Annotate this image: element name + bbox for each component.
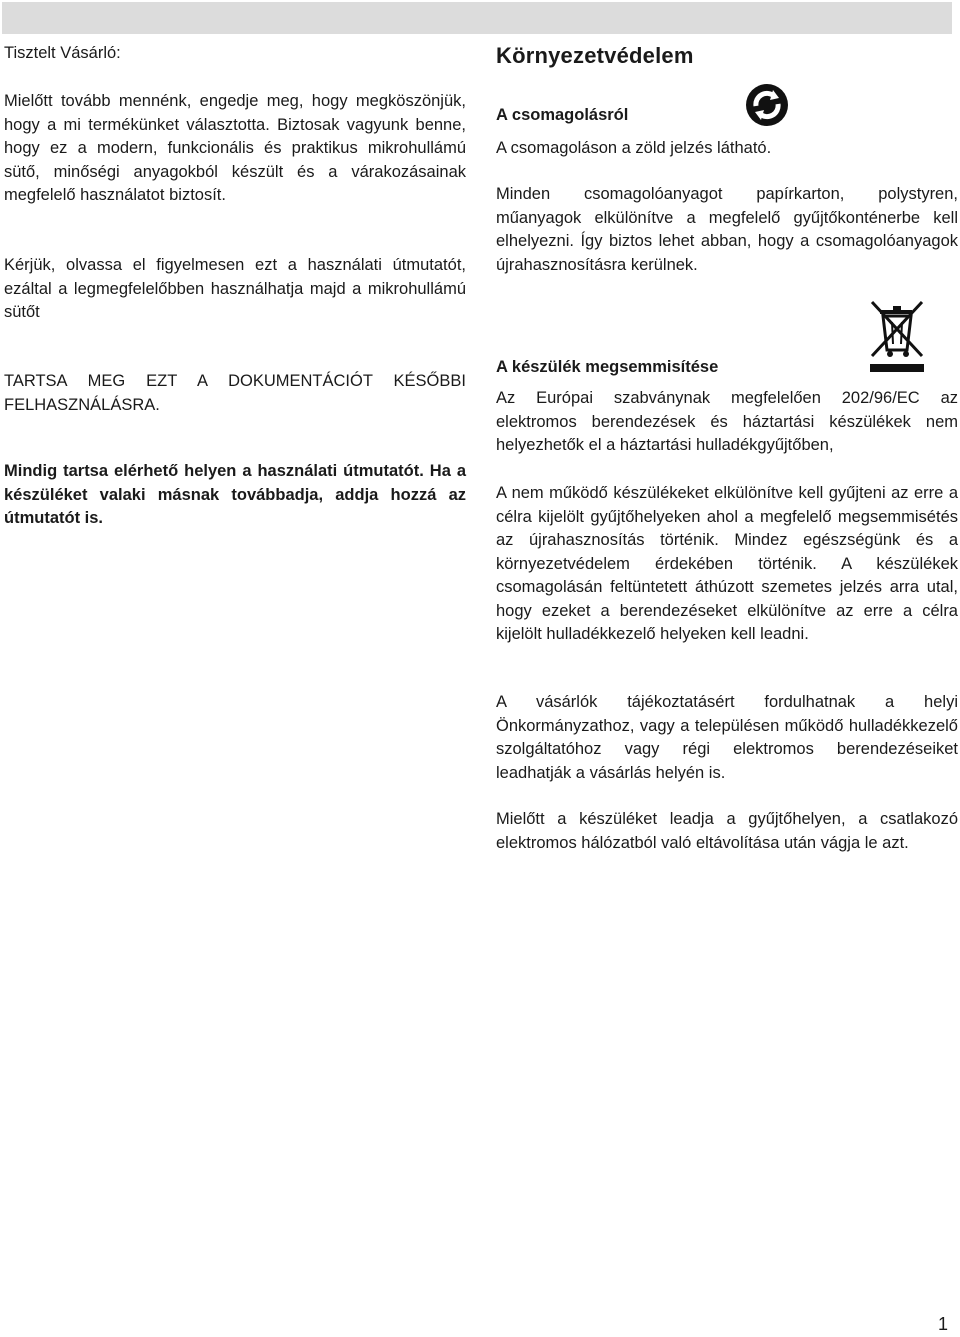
packaging-text-2: Minden csomagolóanyagot papírkarton, polystyren, műanyagok elkülönítve a megfelelő gyűjtőkonténerbe kell elhelyezni. Így biztos lehet abban, hogy a csomagolóanyagok újrahasznosításra kerülnek. bbox=[496, 185, 958, 274]
always-notice: Mindig tartsa elérhető helyen a használati útmutatót. Ha a készüléket valaki másnak továbbadja, addja hozzá az útmutatót is. bbox=[4, 462, 466, 527]
disposal-text-3: A vásárlók tájékoztatásért fordulhatnak a helyi Önkormányzathoz, vagy a településen működő hulladékkezelő szolgáltatóhoz vagy régi elektromos berendezéseiket leadhatják a vásárlás helyén is. bbox=[496, 693, 958, 782]
packaging-text-1: A csomagoláson a zöld jelzés látható. bbox=[496, 139, 772, 157]
green-dot-recycling-icon bbox=[744, 82, 790, 128]
disposal-text-4: Mielőtt a készüléket leadja a gyűjtőhelyen, a csatlakozó elektromos hálózatból való eltávolítása után vágja le azt. bbox=[496, 810, 958, 852]
header-bar bbox=[2, 2, 952, 34]
disposal-text-2: A nem működő készülékeket elkülönítve kell gyűjteni az erre a célra kijelölt gyűjtőhelyeken ahol a megfelelő megsemmisétés az újrahasznosítás történik. Mindez egészségünk és a környezetvédelem érdekében történik. A készülékek csomagolásán feltüntetett áthúzott szemetes jelzés arra utal, hogy ezeket a berendezéseket elkülönítve az erre a célra kijelölt hulladékkezelő helyeken kell leadni. bbox=[496, 484, 958, 643]
packaging-heading: A csomagolásról bbox=[496, 106, 629, 124]
intro-paragraph: Mielőtt tovább mennénk, engedje meg, hogy megköszönjük, hogy a mi termékünket választotta. Biztosak vagyunk benne, hogy ez a modern, funkcionális és praktikus mikrohullámú sütő, minőségi anyagokból készült és a várakozásainak megfelelő használatot biztosít. bbox=[4, 92, 466, 204]
request-paragraph: Kérjük, olvassa el figyelmesen ezt a használati útmutatót, ezáltal a legmegfelelőbben használhatja majd a mikrohullámú sütőt bbox=[4, 256, 466, 321]
page-number: 1 bbox=[937, 1314, 948, 1334]
salutation: Tisztelt Vásárló: bbox=[4, 44, 121, 62]
keep-notice: TARTSA MEG EZT A DOKUMENTÁCIÓT KÉSŐBBI FELHASZNÁLÁSRA. bbox=[4, 372, 466, 414]
section-title: Környezetvédelem bbox=[496, 43, 694, 68]
disposal-heading: A készülék megsemmisítése bbox=[496, 358, 719, 376]
crossed-out-wheelie-bin-icon bbox=[866, 298, 928, 374]
disposal-text-1: Az Európai szabványnak megfelelően 202/96/EC az elektromos berendezések és háztartási készülékek nem helyezhetők el a háztartási hulladékgyűjtőben, bbox=[496, 389, 958, 454]
